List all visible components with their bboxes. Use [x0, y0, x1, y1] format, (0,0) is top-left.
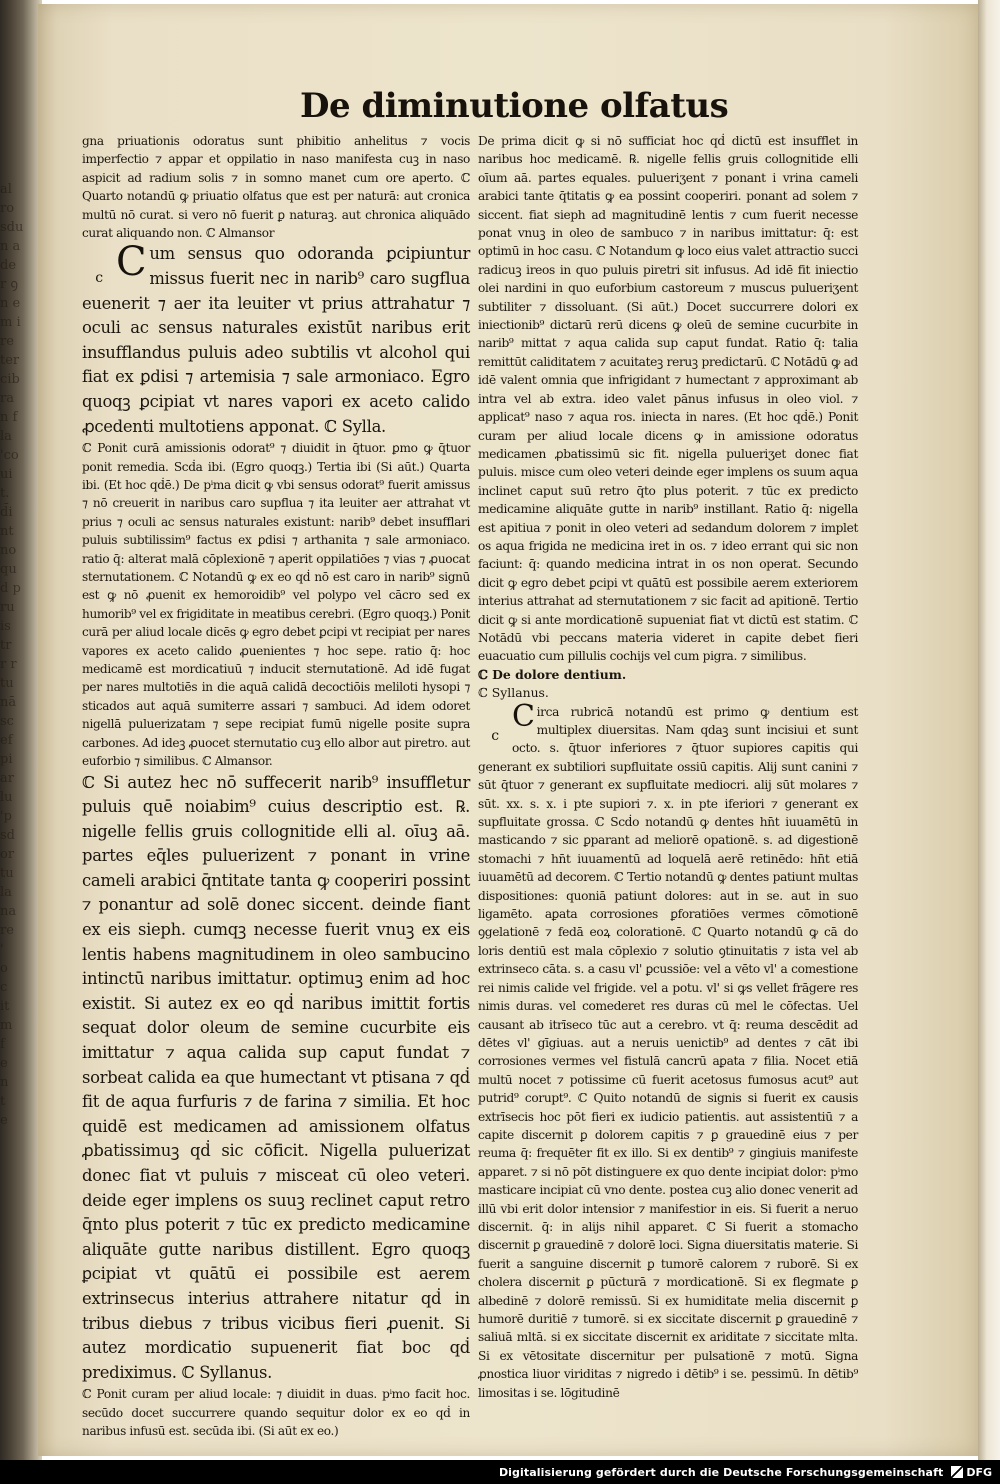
source-label: ℂ Syllanus. [478, 685, 549, 701]
footer-credit: Digitalisierung gefördert durch die Deutsche Forschungsgemeinschaft [498, 1465, 944, 1479]
right-paragraph-1: De prima dicit ꝙ si nō sufficiat hoc qḋ dictū est insufflet in naribus hoc medicamē. ℞. nigelle fellis gruis collognitide elli oīum aā. partes equales. pulueriʒent ⁊ ponant i vrina cameli arabici tante q̄titatis ꝙ ea possint cooperiri. ponant ad solem ⁊ siccent. fiat sieph ad magnitudinē lentis ⁊ cum fuerit necesse ponat vnuꝫ in oleo de sambuco ⁊ in naribus imittatur: q̄: est optimū in hoc casu. ℂ Notandum ꝙ loco eius valet attractio succi radicuꝫ ireos in quo puluis piretri sit infusus. Ad idē fit iniectio olei nardini in quo euforbium castoreum ⁊ muscus pulueriʒent subtiliter ⁊ dissoluant. (Si aūt.) Docet succurrere dolori ex iniectionib⁹ dictarū rerū dicens ꝙ oleū de semine cucurbite in narib⁹ mittat ⁊ aqua calida sup caput fundat. Ratio q̄: talia remittūt caliditatem ⁊ acuitateꝫ reruꝫ predictarū. ℂ Notādū ꝙ ad idē valent omnia que infrigidant ⁊ humectant ⁊ approximant ab intra vel ab extra. ideo valet pānus infusus in oleo viol. ⁊ applicat⁹ naso ⁊ aqua ros. iniecta in nares. (Et hoc qḋē.) Ponit curam per aliud locale dicens ꝙ in amissione odoratus medicamen ꝓbatissimū sic fit. nigella pulueriʒet donec fiat puluis. misce cum oleo veteri deinde eger implens os suum aqua inclinet caput suū retro q̄to plus poterit. ⁊ tūc ex predicto medicamine aliquāte gutte in narib⁹ instillant. Ratio q̄: nigella est apitiua ⁊ ponit in oleo veteri ad sedandum dolorem ⁊ implet os aqua frigida ne medicina iret in os. ⁊ ideo errant qui sic non faciunt: q̄: quando medicina intrat in os non operat. Secundo dicit ꝙ egro debet ꝑcipi vt quātū est possibile aerem exteriorem interius attrahat ad sternutationem ⁊ sic facit ad apitionē. Tertio dicit ꝙ si ante mordicationē supueniat fiat vt dictū est statim. ℂ Notādū vbi peccans materia videret in capite debet fieri euacuatio cum pillulis cochijs vel cum pigra. ⁊ similibus. [478, 134, 858, 664]
left-paragraph-2: c C um sensus quo odoranda ꝑcipiuntur missus fuerit nec in narib⁹ caro sugflua euenerit ⁊ aer ita leuiter vt prius attrahatur ⁊ oculi ac sensus naturales existūt naribus erit insufflandus puluis adeo subtilis vt alcohol qui fiat ex ꝑdisi ⁊ artemisia ⁊ sale armoniaco. Egro quoqꝫ ꝑcipiat vt nares vapori ex aceto calido ꝓcedenti multotiens apponat. ℂ Sylla. [82, 239, 470, 436]
right-paragraph-2: c C irca rubricā notandū est primo ꝙ dentium est multiplex diuersitas. Nam qdaꝫ sunt incisiui et sunt octo. s. q̄tuor inferiores ⁊ q̄tuor supiores capitis qui generant ex subtiliori supfluitate ossiū capitis. Alij sunt canini ⁊ sūt q̄tuor ⁊ generant ex supfluitate mediocri. alij sūt molares ⁊ sūt. xx. s. x. i pte supiori ⁊. x. in pte iferiori ⁊ generant ex supfluitate grossa. ℂ Scḋo notandū ꝙ dentes hn̄t iuuamētū in masticando ⁊ sic ꝑparant ad meliorē opationē. s. ad digestionē stomachi ⁊ hn̄t iuuamentū ad loquelā aerē retinēdo: hn̄t etiā iuuamētū ad decorem. ℂ Tertio notandū ꝙ dentes patiunt multas dispositiones: quoniā patiunt dolores: aut in se. aut in suo ligamēto. aꝑata corrosiones ꝑforatiōes vermes cōmotionē ꝯgelationē ⁊ fedā eoꝝ colorationē. ℂ Quarto notandū ꝙ cā do loris dentiū est mala cōplexio ⁊ solutio ꝯtinuitatis ⁊ ista vel ab extrinseco cāta. s. a casu vl' ꝑcussiōe: vel a vēto vl' a comestione rei nimis calide vel frigide. vel a potu. vl' si ꝙs vellet frāgere res nimis duras. vel comederet res duras cū mel le cōfectas. Uel causant ab itrīseco tūc aut a cerebro. vt q̄: reuma descēdit ad dētes vl' gīgiuas. aut a neruis uenictib⁹ ad dentes ⁊ cāt ibi corrosiones vermes vel fistulā cancrū aꝑata ⁊ filia. Nocet etiā multū nocet ⁊ potissime cū fuerit acetosus fumosus acut⁹ aut putrid⁹ corupt⁹. ℂ Quito notandū de signis si fuerit ex causis extrīsecis hoc pōt fieri ex iudicio patientis. aut assistentiū ⁊ a capite discernit ꝑ dolorem capitis ⁊ ꝑ grauedinē eius ⁊ per reuma q̄: frequēter fit ex illo. Si ex dentib⁹ ⁊ gingiuis manifeste apparet. ⁊ si nō pōt distinguere ex quo dente incipiat dolor: pⁱmo masticare incipiat cū vno dente. postea cuꝫ alio donec venerit ad illū vbi erit dolor intensior ⁊ manifestior in eis. Si fuerit a neruo discernit. q̄: in alijs nihil apparet. ℂ Si fuerit a stomacho discernit ꝑ grauedinē ⁊ dolorē loci. Signa diuersitatis materie. Si fuerit a sanguine discernit ꝑ tumorē calorem ⁊ ruborē. Si ex cholera discernit ꝑ pūcturā ⁊ mordicationē. Si ex flegmate ꝑ albedinē ⁊ dolorē remissū. Si ex humiditate melia discernit ꝑ humorē duritiē ⁊ tumorē. si ex siccitate discernit ꝑ grauedinē ⁊ saliuā mltā. si ex siccitate discernit ex ariditate ⁊ siccitate mlta. Si ex vētositate discernitur per pulsationē ⁊ motū. Signa ꝓnostica liuor viriditas ⁊ nigredo i dētib⁹ i se. pessimū. In dētib⁹ limositas i se. lōgitudinē [478, 698, 858, 1400]
section-heading: ℂ De dolore dentium. [478, 666, 627, 682]
left-paragraph-4: ℂ Si autez hec nō suffecerit narib⁹ insuffletur puluis quē noiabim⁹ cuius descriptio est. ℞. nigelle fellis gruis collognitide elli al. oīuꝫ aā. partes eq̄les puluerizent ⁊ ponant in vrine cameli arabici q̄ntitate tanta ꝙ cooperiri possint ⁊ ponantur ad solē donec siccent. deinde fiant ex eis sieph. cumqꝫ necesse fuerit vnuꝫ ex eis lentis habens magnitudinem in oleo sambucino intinctū naribus imittatur. optimuꝫ enim ad hoc existit. Si autez ex eo qḋ naribus imittit fortis sequat dolor oleum de semine cucurbite eis imittatur ⁊ aqua calida sup caput fundat ⁊ sorbeat calida ea que humectant vt ptisana ⁊ qḋ fit de aqua furfuris ⁊ de farina ⁊ similia. Et hoc quidē est medicamen ad amissionem olfatus ꝓbatissimuꝫ qḋ sic cōficit. Nigella puluerizat donec fiat vt puluis ⁊ misceat cū oleo veteri. deide eger implens os suuꝫ reclinet caput retro q̄nto plus poterit ⁊ tūc ex predicto medicamine aliquāte gutte naribus distillent. Egro quoqꝫ ꝑcipiat vt quātū ei possibile est aerem extrinsecus interius attrahere nitatur qḋ in tribus diebus ⁊ tribus vicibus fieri ꝓuenit. Si autez mordicatio supuenerit fiat boc qḋ prediximus. ℂ Syllanus. [82, 772, 470, 1382]
left-paragraph-3: ℂ Ponit curā amissionis odorat⁹ ⁊ diuidit in q̄tuor. ꝑmo ꝙ q̄tuor ponit remedia. Scḋa ibi. (Egro quoqꝫ.) Tertia ibi (Si aūt.) Quarta ibi. (Et hoc qḋē.) De pⁱma dicit ꝙ vbi sensus odorat⁹ fuerit amissus ⁊ nō creuerit in naribus caro supflua ⁊ ita leuiter aer attrahat vt prius ⁊ oculi ac sensus naturales existunt: narib⁹ debet insufflari puluis subtilissim⁹ factus ex ꝑdisi ⁊ arthanita ⁊ sale armoniaco. ratio q̄: alterat malā cōplexionē ⁊ aperit oppilatiōes ⁊ vias ⁊ ꝓuocat sternutationem. ℂ Notandū ꝙ ex eo qḋ nō est caro in narib⁹ signū est ꝙ nō ꝓuenit ex hemoroidib⁹ vel polypo vel cācro sed ex humorib⁹ vel ex frigiditate in meatibus cerebri. (Egro quoqꝫ.) Ponit curā per aliud locale dicēs ꝙ egro debet ꝑcipi vt recipiat per nares vapores ex aceto calido ꝓuenientes ⁊ hoc sepe. ratio q̄: hoc medicamē est mordicatiuū ⁊ inducit sternutationē. Ad idē fugat per nares multotiēs in die aquā calidā decoctiōis meliloti hysopi ⁊ sticados aut aquā sumiterre assari ⁊ sambuci. Ad idem odoret nigellā puluerizatam ⁊ sepe recipiat fumū nigelle posite supra carbones. Ad ideꝫ ꝓuocet sternutatio cuꝫ ello albor aut piretro. aut euforbio ⁊ similibus. ℂ Almansor. [82, 441, 470, 769]
left-paragraph-5: ℂ Ponit curam per aliud locale: ⁊ diuidit in duas. pⁱmo facit hoc. secūdo docet succurrere quando sequitur dolor ex eo qḋ in naribus infusū est. secūda ibi. (Si aūt ex eo.) [82, 1387, 470, 1439]
dfg-logo [951, 1466, 992, 1479]
margin-letter: c [491, 727, 499, 744]
source-label: ℂ Sylla. [324, 416, 386, 436]
left-column [82, 132, 470, 1439]
dfg-mark-icon [951, 1466, 963, 1478]
initial-letter: C [512, 698, 535, 734]
source-label: ℂ Almansor [205, 226, 275, 241]
binding-page-fragment: al ro sdu n a de r ꝯ n e m i re ter cib ra n f la 'co ui t. d̄i nt no qu d p ru is tr r r tu nā sc ef pi ar lu 'p sd or tu la na re ' o c it m f e n t e [0, 182, 24, 1128]
right-column [478, 132, 858, 1400]
margin-letter: c [95, 270, 103, 287]
dfg-logo-text: DFG [966, 1465, 992, 1479]
book-binding [0, 0, 42, 1460]
page-edge [978, 0, 1000, 1460]
digitization-footer [0, 1460, 1000, 1484]
initial-letter: C [116, 239, 147, 286]
left-paragraph-1: gna priuationis odoratus sunt phibitio anhelitus ⁊ vocis imperfectio ⁊ appar et oppilatio in naso manifesta cuꝫ in naso aspicit ad radium solis ⁊ in somno manet cum ore aperto. ℂ Quarto notandū ꝙ priuatio olfatus que est per naturā: aut cronica multū nō curat. si vero nō fuerit ꝑ naturaꝫ. aut chronica aliquādo curat aliquando non. ℂ Almansor [82, 134, 470, 241]
page-title: De diminutione olfatus [300, 86, 729, 126]
source-label: ℂ Syllanus. [181, 1362, 273, 1382]
source-label: ℂ Almansor. [201, 754, 273, 769]
